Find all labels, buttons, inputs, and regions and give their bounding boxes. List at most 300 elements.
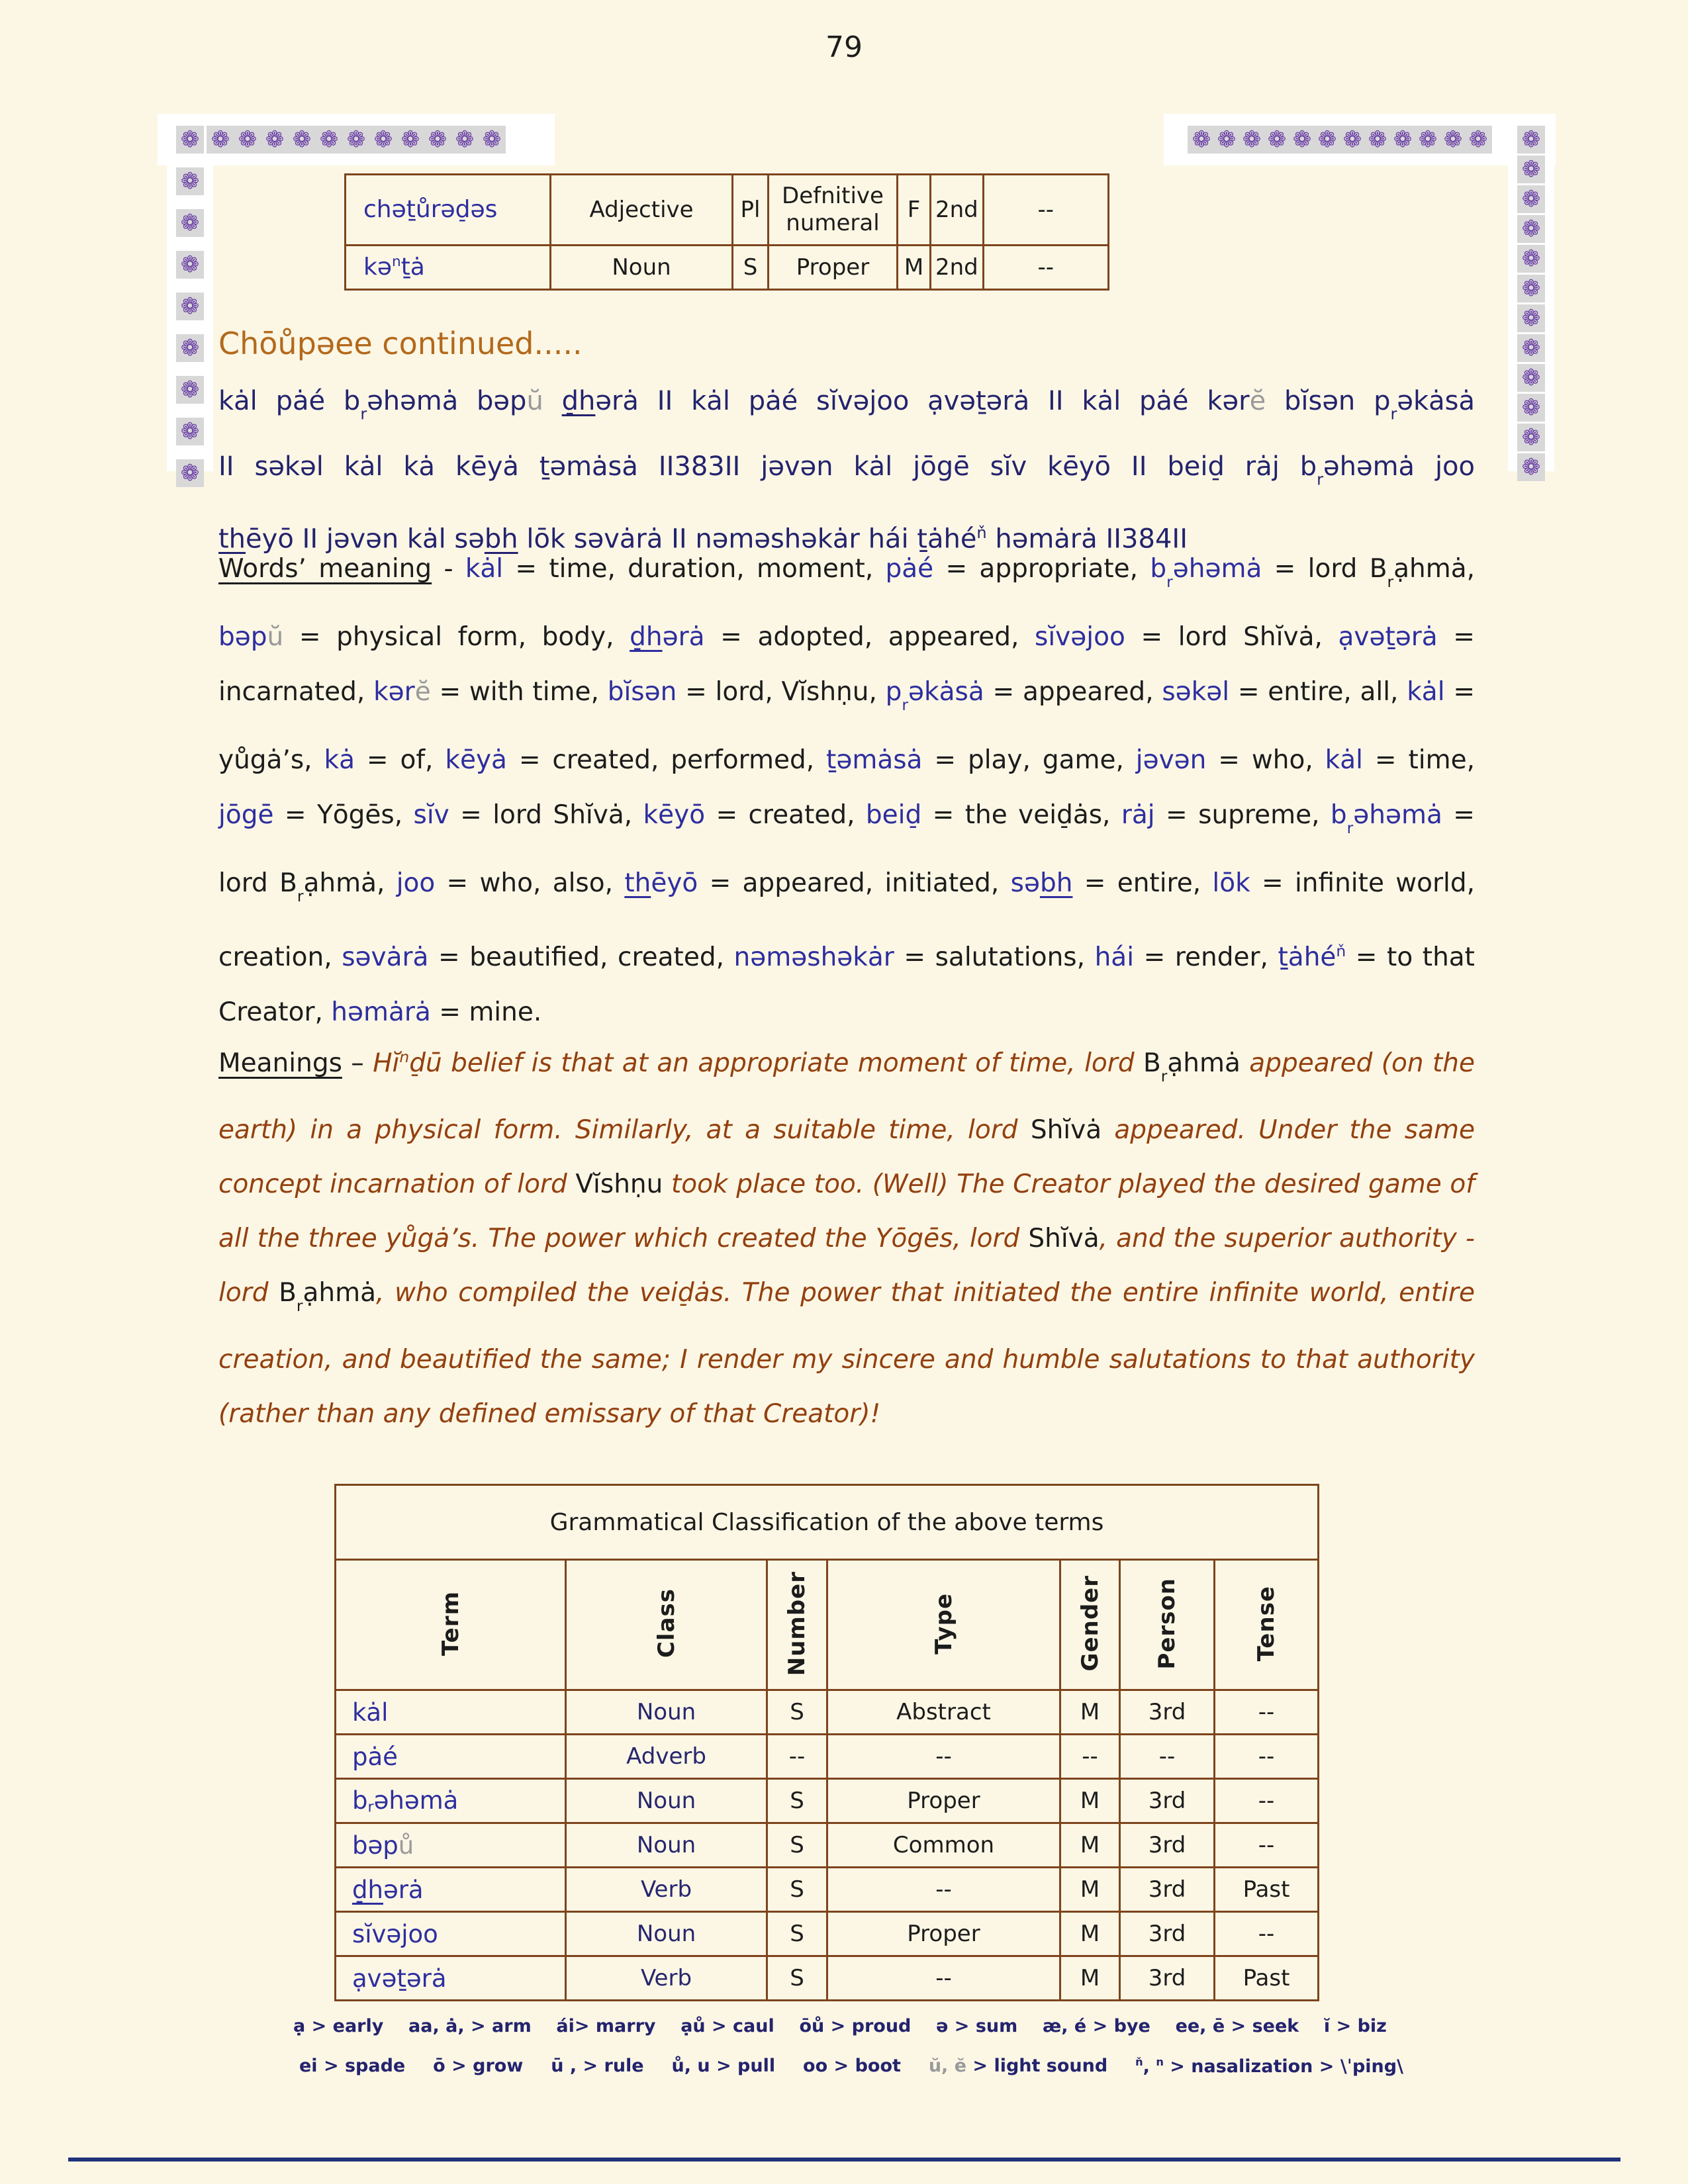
- text-segment: = salutations,: [894, 942, 1095, 972]
- text-segment: ei > spade: [299, 2056, 406, 2076]
- table-cell: 3rd: [1120, 1823, 1215, 1868]
- table-cell: 3rd: [1120, 1956, 1215, 2001]
- flower-icon: ❁: [176, 376, 204, 404]
- text-segment: ů, u > pull: [671, 2056, 776, 2076]
- text-segment: = of,: [354, 745, 445, 775]
- flower-icon: ❁: [1517, 304, 1545, 332]
- text-segment: r: [367, 1798, 374, 1816]
- pronunciation-key-item: [803, 2056, 901, 2077]
- text-segment: = render,: [1134, 942, 1278, 972]
- table-cell: --: [983, 175, 1108, 246]
- text-segment: n: [1156, 2056, 1164, 2068]
- table-cell: M: [1060, 1779, 1120, 1823]
- flower-icon: ❁: [176, 459, 204, 487]
- table-cell: Verb: [566, 1868, 767, 1912]
- bottom-rule: [68, 2158, 1620, 2161]
- text-segment: = appeared,: [984, 676, 1162, 707]
- text-segment: ĕ: [414, 676, 431, 707]
- text-segment: = created, performed,: [506, 745, 827, 775]
- text-segment: ṯȧhé: [1278, 942, 1336, 972]
- table-caption: Grammatical Classification of the above terms: [336, 1485, 1319, 1560]
- text-segment: əhəmȧ bəp: [367, 386, 527, 416]
- text-segment: ạvəṯərȧ: [352, 1964, 447, 1993]
- text-segment: ə > sum: [936, 2016, 1018, 2036]
- pronunciation-key-item: [556, 2016, 655, 2036]
- table-cell: Noun: [566, 1690, 767, 1735]
- flower-icon: ❁: [1517, 334, 1545, 362]
- flower-icon: ❁: [207, 126, 234, 154]
- text-segment: ee, ē > seek: [1175, 2016, 1299, 2036]
- table-cell: --: [1120, 1735, 1215, 1779]
- column-header-number: Number: [767, 1560, 827, 1690]
- table-cell: M: [1060, 1690, 1120, 1735]
- flower-icon: ❁: [1517, 215, 1545, 243]
- table-row: [346, 246, 1109, 290]
- text-segment: kēyō: [643, 799, 706, 830]
- table-cell: Defnitive numeral: [769, 175, 898, 246]
- top-grammar-table: [344, 173, 1109, 291]
- flower-icon: ❁: [1213, 126, 1241, 154]
- text-segment: appeared. Under the same concept incarnation of lord: [218, 1115, 1475, 1199]
- pronunciation-key-item: [1135, 2056, 1403, 2077]
- text-segment: hái: [1094, 942, 1135, 972]
- table-cell: Past: [1215, 1956, 1319, 2001]
- table-cell: M: [1060, 1956, 1120, 2001]
- text-segment: b: [1330, 799, 1347, 830]
- table-cell: Noun: [551, 246, 733, 290]
- text-segment: kȧ: [324, 745, 355, 775]
- text-segment: > light sound: [972, 2056, 1108, 2076]
- text-segment: –: [342, 1048, 373, 1078]
- table-cell: S: [767, 1868, 827, 1912]
- text-segment: ạvəṯərȧ: [1338, 621, 1438, 652]
- text-segment: ạhmȧ,: [303, 868, 397, 898]
- table-cell: --: [827, 1735, 1060, 1779]
- term-cell: [336, 1912, 566, 1956]
- text-segment: [543, 386, 562, 416]
- text-segment: p: [885, 676, 902, 707]
- flower-icon: ❁: [176, 251, 204, 279]
- flower-icon: ❁: [261, 126, 289, 154]
- text-segment: = infinite world, creation,: [218, 868, 1476, 972]
- table-cell: Adjective: [551, 175, 733, 246]
- text-segment: r: [1317, 470, 1324, 489]
- text-segment: d̠ū belief is that at an appropriate moment of time, lord: [409, 1048, 1143, 1078]
- text-segment: n: [399, 1048, 410, 1066]
- table-cell: --: [827, 1956, 1060, 2001]
- text-segment: = entire,: [1072, 868, 1213, 898]
- table-row: [336, 1735, 1319, 1779]
- meanings-paragraph: [218, 1030, 1475, 1441]
- text-segment: aa, ȧ, > arm: [408, 2016, 532, 2036]
- text-segment: = adopted, appeared,: [704, 621, 1035, 652]
- text-segment: r: [1166, 572, 1173, 591]
- term-cell: [336, 1823, 566, 1868]
- table-cell: S: [733, 246, 769, 290]
- text-segment: r: [1346, 818, 1354, 837]
- term-cell: [336, 1956, 566, 2001]
- text-segment: kȧl: [352, 1698, 389, 1727]
- text-segment: jəvən: [1135, 745, 1207, 775]
- text-segment: ēyō: [651, 868, 698, 898]
- flower-icon: ❁: [1517, 126, 1545, 154]
- table-cell: --: [983, 246, 1108, 290]
- text-segment: r: [1387, 572, 1394, 591]
- table-cell: S: [767, 1912, 827, 1956]
- table-cell: --: [1215, 1823, 1319, 1868]
- text-segment: d̠h: [352, 1875, 383, 1904]
- text-segment: = lord Shĭvȧ,: [1125, 621, 1338, 652]
- text-segment: Shĭvȧ: [1028, 1223, 1100, 1253]
- table-row: [336, 1690, 1319, 1735]
- text-segment: əkȧsȧ: [1397, 386, 1476, 416]
- flower-icon: ❁: [342, 126, 370, 154]
- text-segment: ŭ: [267, 621, 284, 652]
- table-cell: M: [1060, 1823, 1120, 1868]
- text-segment: əhəmȧ: [1353, 799, 1442, 830]
- text-segment: ạhmȧ: [1167, 1048, 1241, 1078]
- flower-icon: ❁: [369, 126, 397, 154]
- pronunciation-key-item: [293, 2016, 383, 2036]
- flower-icon: ❁: [1464, 126, 1492, 154]
- text-segment: , who compiled the veid̠ȧs. The power that initiated the entire infinite world, entire creation, and beautified the same; I render my sincere and humble salutations to that authority (rather than any defined emissary of that Creator)!: [218, 1277, 1475, 1429]
- table-cell: S: [767, 1956, 827, 2001]
- term-cell: [336, 1779, 566, 1823]
- pronunciation-key-item: [929, 2056, 1107, 2077]
- flower-icon: ❁: [1439, 126, 1467, 154]
- text-segment: kȧl: [1325, 745, 1363, 775]
- table-cell: Pl: [733, 175, 769, 246]
- flower-icon: ❁: [1364, 126, 1391, 154]
- text-segment: lōk: [1212, 868, 1250, 898]
- text-segment: kər: [373, 676, 415, 707]
- text-segment: = lord, Vĭshṇu,: [677, 676, 886, 707]
- flower-icon: ❁: [1188, 126, 1215, 154]
- table-row: [336, 1912, 1319, 1956]
- table-cell: Adverb: [566, 1735, 767, 1779]
- text-segment: ạ > early: [293, 2016, 384, 2036]
- text-segment: sĭvəjoo: [352, 1919, 438, 1948]
- text-segment: = appeared, initiated,: [698, 868, 1011, 898]
- text-segment: = who, also,: [435, 868, 625, 898]
- text-segment: = yůgȧ’s,: [218, 676, 1475, 775]
- text-segment: Meanings: [218, 1048, 342, 1078]
- column-header-type: Type: [827, 1560, 1060, 1690]
- text-segment: kȧl: [465, 554, 504, 584]
- text-segment: səkəl: [1162, 676, 1230, 707]
- flower-icon: ❁: [1517, 453, 1545, 481]
- text-segment: II səkəl kȧl kȧ kēyȧ ṯəmȧsȧ II383II jəvən kȧl jōgē sĭv kēyō II beid̠ rȧj b: [218, 451, 1317, 482]
- flower-icon: ❁: [315, 126, 343, 154]
- text-segment: oo > boot: [803, 2056, 901, 2076]
- text-segment: lōk səvȧrȧ II nəməshəkȧr hái ṯȧhé: [518, 523, 977, 555]
- flower-icon: ❁: [1414, 126, 1442, 154]
- flower-icon: ❁: [1338, 126, 1366, 154]
- text-segment: beid̠: [865, 799, 922, 830]
- text-segment: kȧl: [1407, 676, 1445, 707]
- text-segment: ŭ: [526, 386, 543, 416]
- table-cell: 3rd: [1120, 1912, 1215, 1956]
- text-segment: th: [624, 868, 651, 898]
- flower-icon: ❁: [478, 126, 506, 154]
- flower-icon: ❁: [176, 167, 204, 195]
- table-cell: 2nd: [931, 175, 984, 246]
- text-segment: = time, duration, moment,: [503, 554, 886, 584]
- text-segment: joo: [396, 868, 436, 898]
- text-segment: ū , > rule: [551, 2056, 644, 2076]
- text-segment: ərȧ: [662, 621, 705, 652]
- table-cell: --: [1215, 1779, 1319, 1823]
- flower-icon: ❁: [1389, 126, 1417, 154]
- flower-icon: ❁: [424, 126, 451, 154]
- text-segment: = appropriate,: [933, 554, 1150, 584]
- text-segment: > nasalization > \ˈping\: [1163, 2056, 1403, 2077]
- text-segment: b: [352, 1786, 368, 1815]
- text-segment: r: [902, 695, 909, 714]
- flower-icon: ❁: [176, 334, 204, 362]
- flower-icon: ❁: [288, 126, 316, 154]
- flower-icon: ❁: [1517, 275, 1545, 302]
- text-segment: nəməshəkȧr: [733, 942, 894, 972]
- text-segment: Hĭ: [373, 1048, 400, 1078]
- table-header-row: [336, 1560, 1319, 1690]
- text-segment: r: [296, 1296, 303, 1315]
- term-cell: [336, 1868, 566, 1912]
- pronunciation-key-item: [799, 2016, 911, 2036]
- table-cell: M: [1060, 1868, 1120, 1912]
- flower-icon: ❁: [1517, 185, 1545, 213]
- flower-icon: ❁: [1313, 126, 1341, 154]
- table-cell: --: [1215, 1735, 1319, 1779]
- table-cell: --: [1215, 1912, 1319, 1956]
- text-segment: r: [360, 404, 367, 424]
- table-cell: S: [767, 1823, 827, 1868]
- text-segment: həmȧrȧ II384II: [986, 523, 1188, 555]
- text-segment: , and the superior authority - lord: [218, 1223, 1475, 1308]
- text-segment: B: [279, 1277, 297, 1308]
- text-segment: ĕ: [1249, 386, 1266, 416]
- text-segment: ərȧ II kȧl pȧé sĭvəjoo ạvəṯərȧ II kȧl pȧé kər: [595, 386, 1250, 416]
- table-row: [336, 1956, 1319, 2001]
- table-row: [336, 1868, 1319, 1912]
- text-segment: əhəmȧ: [373, 1786, 459, 1815]
- text-segment: = created,: [705, 799, 866, 830]
- page-number: 79: [825, 30, 863, 64]
- table-cell: M: [898, 246, 931, 290]
- flower-icon: ❁: [1517, 394, 1545, 422]
- text-segment: = who,: [1206, 745, 1325, 775]
- text-segment: kȧl pȧé b: [218, 386, 361, 416]
- text-segment: ạhmȧ: [303, 1277, 377, 1308]
- flower-icon: ❁: [1238, 126, 1266, 154]
- pronunciation-key-row: [293, 2016, 1387, 2036]
- pronunciation-key-item: [408, 2016, 532, 2036]
- text-segment: əhəmȧ: [1172, 554, 1262, 584]
- text-segment: pȧé: [885, 554, 934, 584]
- column-header-person: Person: [1120, 1560, 1215, 1690]
- text-segment: sə: [1010, 868, 1040, 898]
- column-header-class: Class: [566, 1560, 767, 1690]
- text-segment: rȧj: [1121, 799, 1155, 830]
- text-segment: = beautified, created,: [428, 942, 734, 972]
- text-segment: ĭ > biz: [1323, 2016, 1387, 2036]
- text-segment: d̠h: [630, 621, 663, 652]
- text-segment: = lord B: [1262, 554, 1387, 584]
- flower-icon: ❁: [234, 126, 261, 154]
- text-segment: = supreme,: [1154, 799, 1331, 830]
- text-segment: ēyō II jəvən kȧl sə: [246, 523, 485, 555]
- text-segment: ərȧ: [383, 1875, 424, 1904]
- pronunciation-key-item: [936, 2016, 1017, 2036]
- column-header-term: Term: [336, 1560, 566, 1690]
- text-segment: ŭ, ĕ: [928, 2056, 973, 2076]
- text-segment: n: [392, 253, 401, 271]
- table-cell: 3rd: [1120, 1868, 1215, 1912]
- term-cell: [346, 246, 551, 290]
- table-cell: Abstract: [827, 1690, 1060, 1735]
- term-cell: [336, 1690, 566, 1735]
- flower-icon: ❁: [1517, 424, 1545, 451]
- text-segment: B: [1143, 1048, 1161, 1078]
- text-segment: ,: [1143, 2056, 1156, 2077]
- text-segment: = incarnated,: [218, 621, 1475, 707]
- text-segment: ái> marry: [556, 2016, 656, 2036]
- text-segment: = entire, all,: [1229, 676, 1407, 707]
- table-cell: F: [898, 175, 931, 246]
- text-segment: ō > grow: [433, 2056, 524, 2076]
- text-segment: səvȧrȧ: [342, 942, 429, 972]
- text-segment: = play, game,: [922, 745, 1136, 775]
- flower-icon: ❁: [176, 293, 204, 320]
- table-cell: 2nd: [931, 246, 984, 290]
- text-segment: həmȧrȧ: [331, 997, 431, 1027]
- text-segment: = physical form, body,: [283, 621, 630, 652]
- pronunciation-key-item: [680, 2016, 774, 2036]
- table-cell: --: [1215, 1690, 1319, 1735]
- verse-line: [218, 375, 1475, 440]
- table-row: [346, 175, 1109, 246]
- table-caption-row: [336, 1485, 1319, 1560]
- verse-paragraph: [218, 375, 1475, 565]
- text-segment: = lord B: [218, 799, 1475, 898]
- term-cell: [346, 175, 551, 246]
- text-segment: -: [432, 554, 465, 584]
- text-segment: r: [297, 886, 304, 905]
- text-segment: ň: [1135, 2056, 1143, 2068]
- text-segment: ň: [1336, 941, 1346, 960]
- pronunciation-key-item: [551, 2056, 643, 2077]
- table-cell: --: [827, 1868, 1060, 1912]
- text-segment: əhəmȧ joo: [1323, 451, 1476, 482]
- text-segment: ň: [976, 523, 987, 542]
- text-segment: kēyȧ: [445, 745, 507, 775]
- table-cell: --: [1060, 1735, 1120, 1779]
- flower-icon: ❁: [1288, 126, 1316, 154]
- table-row: [336, 1779, 1319, 1823]
- text-segment: bəp: [352, 1831, 399, 1860]
- pronunciation-key-item: [299, 2056, 405, 2077]
- text-segment: Words’ meaning: [218, 554, 432, 584]
- text-segment: = Yōgēs,: [273, 799, 414, 830]
- flower-icon: ❁: [1517, 156, 1545, 183]
- table-cell: Proper: [827, 1912, 1060, 1956]
- text-segment: b: [1150, 554, 1167, 584]
- text-segment: sĭv: [413, 799, 449, 830]
- text-segment: th: [218, 523, 246, 555]
- column-header-gender: Gender: [1060, 1560, 1120, 1690]
- text-segment: bh: [1039, 868, 1073, 898]
- pronunciation-key-row: [299, 2056, 1403, 2077]
- text-segment: = with time,: [430, 676, 608, 707]
- pronunciation-key-item: [1043, 2016, 1150, 2036]
- verse-line: [218, 440, 1475, 506]
- table-cell: Verb: [566, 1956, 767, 2001]
- text-segment: r: [1160, 1066, 1168, 1085]
- classification-table: [334, 1484, 1319, 2001]
- table-cell: Proper: [769, 246, 898, 290]
- table-cell: Noun: [566, 1779, 767, 1823]
- text-segment: = time,: [1363, 745, 1476, 775]
- table-cell: 3rd: [1120, 1779, 1215, 1823]
- table-cell: Common: [827, 1823, 1060, 1868]
- flower-icon: ❁: [176, 418, 204, 445]
- text-segment: d̠h: [561, 386, 596, 416]
- flower-icon: ❁: [1263, 126, 1291, 154]
- flower-icon: ❁: [1517, 245, 1545, 273]
- text-segment: jōgē: [218, 799, 274, 830]
- section-heading: Chōůpəee continued.....: [218, 326, 583, 361]
- pronunciation-key-item: [1324, 2016, 1387, 2036]
- flower-icon: ❁: [176, 209, 204, 237]
- text-segment: ạhmȧ,: [1393, 554, 1475, 584]
- text-segment: = to that Creator,: [218, 942, 1475, 1027]
- pronunciation-key-item: [672, 2056, 776, 2077]
- words-meaning-paragraph: [218, 541, 1475, 1040]
- table-cell: S: [767, 1690, 827, 1735]
- text-segment: took place too. (Well) The Creator played the desired game of all the three yůgȧ’s. The power which created the Yōgēs, lord: [218, 1169, 1475, 1253]
- text-segment: = mine.: [430, 997, 542, 1027]
- table-cell: --: [767, 1735, 827, 1779]
- text-segment: sĭvəjoo: [1035, 621, 1125, 652]
- text-segment: əkȧsȧ: [908, 676, 984, 707]
- text-segment: bĭsən: [607, 676, 677, 707]
- text-segment: = the veid̠ȧs,: [921, 799, 1121, 830]
- flower-icon: ❁: [176, 126, 204, 154]
- table-cell: S: [767, 1779, 827, 1823]
- text-segment: bh: [484, 523, 518, 555]
- flower-icon: ❁: [1517, 364, 1545, 392]
- pronunciation-key-item: [433, 2056, 523, 2077]
- table-cell: Past: [1215, 1868, 1319, 1912]
- text-segment: Vĭshṇu: [575, 1169, 663, 1199]
- text-segment: bĭsən p: [1266, 386, 1391, 416]
- table-cell: M: [1060, 1912, 1120, 1956]
- text-segment: r: [1390, 404, 1397, 424]
- text-segment: ů: [398, 1831, 414, 1860]
- text-segment: æ, é > bye: [1042, 2016, 1150, 2036]
- text-segment: ōů > proud: [799, 2016, 912, 2036]
- text-segment: ṯəmȧsȧ: [826, 745, 923, 775]
- flower-icon: ❁: [397, 126, 424, 154]
- text-segment: pȧé: [352, 1742, 398, 1771]
- text-segment: ṯȧ: [400, 253, 425, 281]
- table-cell: 3rd: [1120, 1690, 1215, 1735]
- text-segment: appeared (on the earth) in a physical form. Similarly, at a suitable time, lord: [218, 1048, 1475, 1145]
- pronunciation-key-item: [1176, 2016, 1299, 2036]
- table-cell: Noun: [566, 1823, 767, 1868]
- term-cell: [336, 1735, 566, 1779]
- text-segment: bəp: [218, 621, 267, 652]
